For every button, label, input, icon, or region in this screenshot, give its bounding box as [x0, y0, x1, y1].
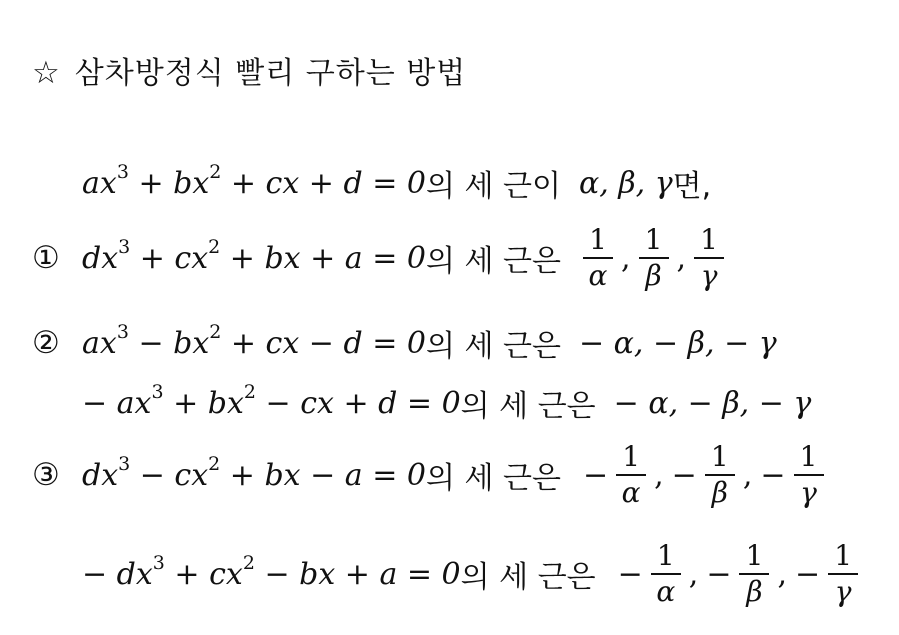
cubic-equation: $dx^3 + cx^2$ + bx + a = 0	[82, 236, 426, 276]
fraction-alpha: $\frac{1}{\alpha}$	[651, 539, 681, 609]
fraction-alpha: $\frac{1}{\alpha}$	[583, 223, 613, 293]
circled-number-1: ①	[32, 240, 60, 276]
korean-text: 의 세 근은	[460, 389, 596, 424]
title-text: 삼차방정식 빨리 구하는 방법	[74, 56, 467, 91]
roots: − α, − β, − γ	[578, 325, 777, 361]
fraction-alpha: $\frac{1}{\alpha}$	[616, 440, 646, 510]
page-title	[32, 48, 466, 92]
fraction-beta: $\frac{1}{\beta}$	[639, 223, 669, 293]
fraction-beta: $\frac{1}{\beta}$	[739, 539, 769, 609]
korean-text: 의 세 근은	[460, 560, 596, 595]
fraction-gamma: $\frac{1}{\gamma}$	[828, 539, 858, 609]
star-icon: ☆	[32, 55, 61, 91]
roots: α, β, γ	[578, 165, 673, 201]
cubic-equation: $ax^3 + bx^2$ + cx + d = 0	[82, 161, 426, 201]
fraction-gamma: $\frac{1}{\gamma}$	[794, 440, 824, 510]
equation-line-2	[32, 313, 777, 373]
roots: − α, − β, − γ	[613, 385, 812, 421]
korean-text: 의 세 근이	[425, 169, 561, 204]
cubic-equation: $ax^3 - bx^2$ + cx − d = 0	[82, 321, 426, 361]
fraction-gamma: $\frac{1}{\gamma}$	[694, 223, 724, 293]
equation-line-base	[32, 153, 711, 213]
cubic-equation: − $ax^3 + bx^2$ − cx + d = 0	[82, 381, 461, 421]
equation-line-1: ① $dx^3 + cx^2$ + bx + a = 0 의 세 근은 $\frac{1}{\alpha}$ , $\frac{1}{\beta}$ , $\frac{1}{\gamma}$	[32, 228, 728, 288]
circled-number-3: ③	[32, 457, 60, 493]
equation-line-2b	[32, 373, 811, 433]
korean-text: 의 세 근은	[425, 461, 561, 496]
equation-line-3: ③ $dx^3 - cx^2$ + bx − a = 0 의 세 근은 − $\frac{1}{\alpha}$ , − $\frac{1}{\beta}$ , − $\frac{1}{\gamma}$	[32, 445, 828, 505]
equation-line-3b: − $dx^3 + cx^2$ − bx + a = 0 의 세 근은 − $\frac{1}{\alpha}$ , − $\frac{1}{\beta}$ , − $\frac{1}{\gamma}$	[32, 544, 862, 604]
korean-text: 의 세 근은	[425, 244, 561, 279]
korean-suffix: 면,	[672, 169, 712, 204]
fraction-beta: $\frac{1}{\beta}$	[705, 440, 735, 510]
korean-text: 의 세 근은	[425, 329, 561, 364]
circled-number-2: ②	[32, 325, 60, 361]
cubic-equation: − $dx^3 + cx^2$ − bx + a = 0	[82, 552, 461, 592]
cubic-equation: $dx^3 - cx^2$ + bx − a = 0	[82, 453, 426, 493]
